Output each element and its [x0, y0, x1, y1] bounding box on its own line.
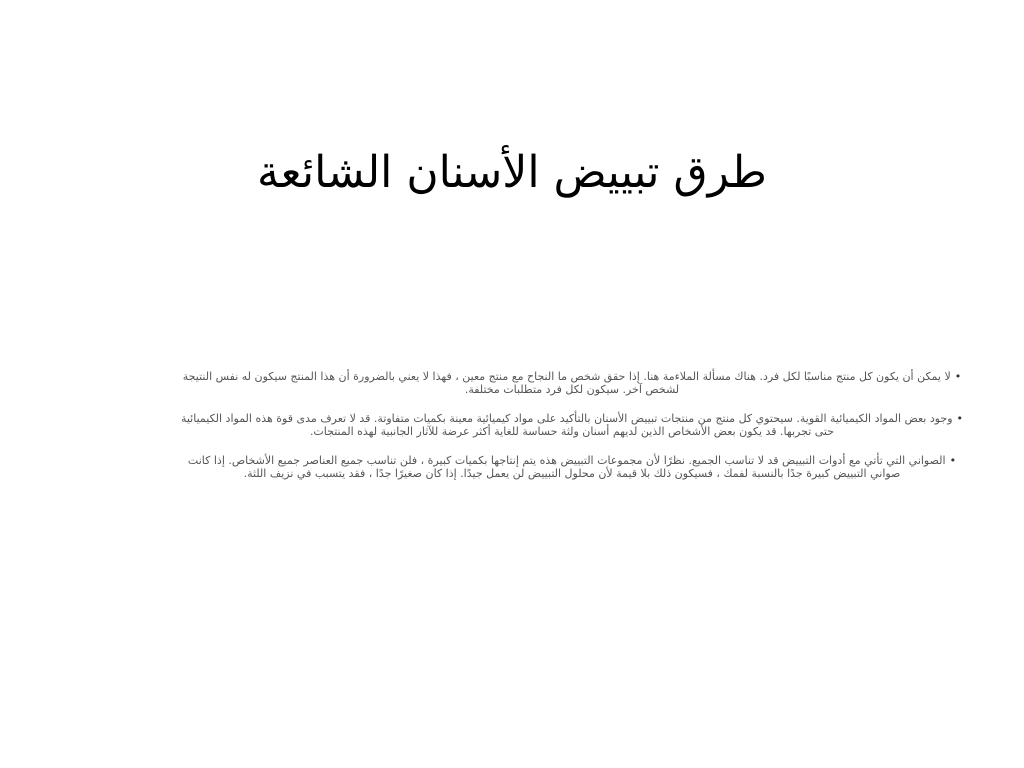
bullet-text: الصواني التي تأتي مع أدوات التبييض قد لا تناسب الجميع. نظرًا لأن مجموعات التبييض هذه يتم إنتاجها بكميات كبيرة ، فلن تناسب جميع العناصر جميع الأشخاص. إذا كانت صواني التبييض كبيرة جدًا بالنسبة لفمك ، فسيكون ذلك بلا قيمة لأن محلول التبييض لن يعمل جيدًا. إذا كان صغيرًا جدًا ، فقد يتسبب في نزيف اللثة. [187, 454, 946, 480]
bullet-marker: • [954, 370, 962, 383]
bullet-list [180, 370, 964, 496]
bullet-marker: • [949, 454, 957, 467]
slide-title: طرق تبييض الأسنان الشائعة [257, 147, 767, 198]
bullet-item-2 [180, 412, 964, 438]
bullet-text: وجود بعض المواد الكيميائية القوية. سيحتوي كل منتج من منتجات تبييض الأسنان بالتأكيد على مواد كيميائية معينة بكميات متفاوتة. قد لا تعرف مدى قوة هذه المواد الكيميائية حتى تجربها. قد يكون بعض الأشخاص الذين لديهم أسنان ولثة حساسة للغاية أكثر عرضة للآثار الجانبية لهذه المنتجات. [180, 412, 953, 438]
bullet-item-1 [180, 370, 964, 396]
bullet-item-3 [180, 454, 964, 480]
bullet-marker: • [956, 412, 964, 425]
bullet-text: لا يمكن أن يكون كل منتج مناسبًا لكل فرد. هناك مسألة الملاءمة هنا. إذا حقق شخص ما النجاح مع منتج معين ، فهذا لا يعني بالضرورة أن هذا المنتج سيكون له نفس النتيجة لشخص آخر. سيكون لكل فرد متطلبات مختلفة. [182, 370, 951, 396]
